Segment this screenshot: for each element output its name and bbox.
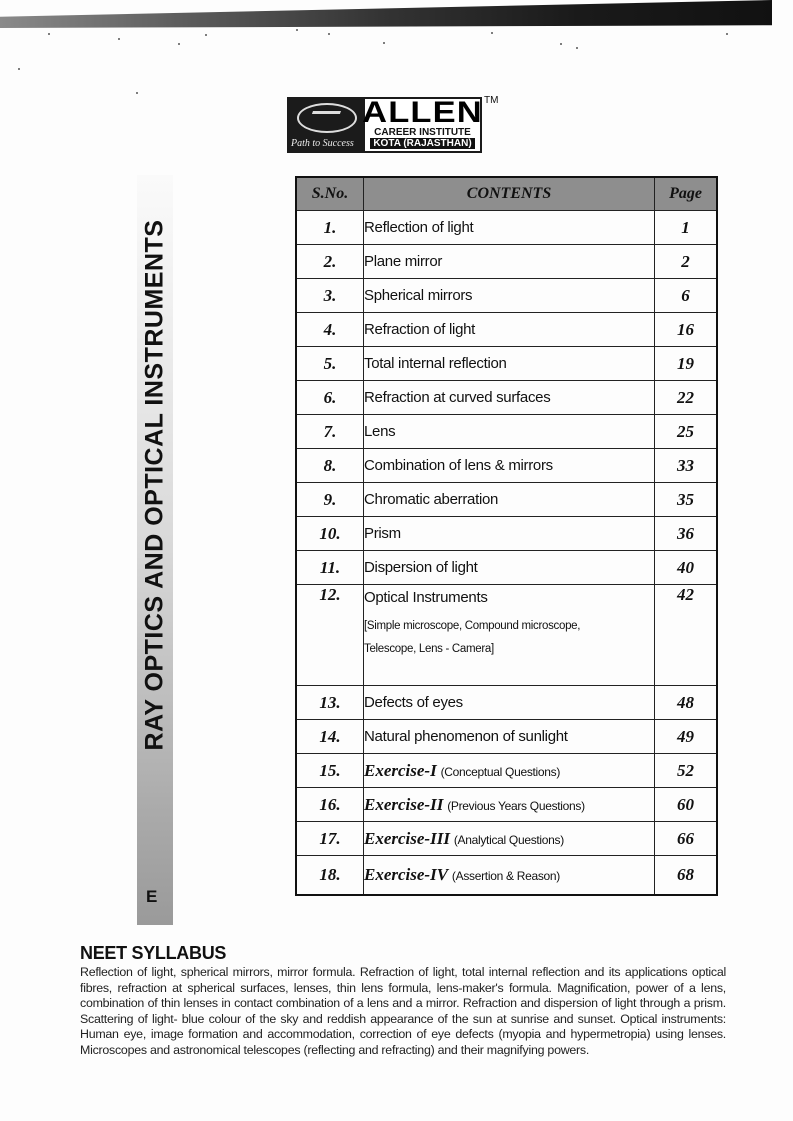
scan-speck bbox=[205, 34, 207, 36]
row-sno: 12. bbox=[296, 585, 364, 686]
row-title: Reflection of light bbox=[364, 211, 655, 245]
row-title: Total internal reflection bbox=[364, 347, 655, 381]
row-title: Spherical mirrors bbox=[364, 279, 655, 313]
row-title: Prism bbox=[364, 517, 655, 551]
table-row bbox=[296, 720, 717, 754]
exercise-note: (Analytical Questions) bbox=[453, 832, 564, 847]
row-sno: 11. bbox=[296, 551, 364, 585]
row-sno: 14. bbox=[296, 720, 364, 754]
row-sno: 5. bbox=[296, 347, 364, 381]
row-page: 36 bbox=[655, 517, 718, 551]
contents-table bbox=[295, 176, 718, 896]
exercise-note: (Previous Years Questions) bbox=[447, 798, 585, 813]
row-sno: 16. bbox=[296, 788, 364, 822]
logo-brand: ALLEN bbox=[362, 96, 483, 129]
row-page: 68 bbox=[655, 856, 718, 896]
row-sno: 13. bbox=[296, 686, 364, 720]
table-row bbox=[296, 381, 717, 415]
row-title: Optical Instruments bbox=[364, 589, 488, 606]
header-sno: S.No. bbox=[296, 177, 364, 211]
row-subtitle: [Simple microscope, Compound microscope, bbox=[364, 620, 581, 632]
row-sno: 4. bbox=[296, 313, 364, 347]
row-title: Refraction at curved surfaces bbox=[364, 381, 655, 415]
row-sno: 17. bbox=[296, 822, 364, 856]
edition-mark: E bbox=[146, 887, 158, 906]
row-subtitle: Telescope, Lens - Camera] bbox=[364, 643, 494, 655]
table-row bbox=[296, 517, 717, 551]
table-row bbox=[296, 585, 717, 686]
table-row bbox=[296, 822, 717, 856]
scan-speck bbox=[136, 92, 138, 94]
scan-speck bbox=[383, 42, 385, 44]
scan-speck bbox=[726, 33, 728, 35]
table-row bbox=[296, 483, 717, 517]
header-page: Page bbox=[655, 177, 718, 211]
syllabus-heading: NEET SYLLABUS bbox=[80, 943, 227, 963]
table-row bbox=[296, 211, 717, 245]
row-page: 1 bbox=[655, 211, 718, 245]
row-sno: 2. bbox=[296, 245, 364, 279]
row-sno: 9. bbox=[296, 483, 364, 517]
row-sno: 15. bbox=[296, 754, 364, 788]
scan-speck bbox=[560, 43, 562, 45]
exercise-note: (Assertion & Reason) bbox=[451, 869, 560, 883]
row-sno: 1. bbox=[296, 211, 364, 245]
row-title-exercise bbox=[364, 822, 655, 856]
row-page: 52 bbox=[655, 754, 718, 788]
row-page: 40 bbox=[655, 551, 718, 585]
scan-speck bbox=[491, 32, 493, 34]
row-sno: 10. bbox=[296, 517, 364, 551]
row-title-exercise bbox=[364, 754, 655, 788]
row-title: Combination of lens & mirrors bbox=[364, 449, 655, 483]
table-header-row bbox=[296, 177, 717, 211]
table-row bbox=[296, 245, 717, 279]
row-title: Defects of eyes bbox=[364, 686, 655, 720]
row-sno: 18. bbox=[296, 856, 364, 896]
allen-logo bbox=[287, 97, 482, 153]
table-row bbox=[296, 686, 717, 720]
table-row bbox=[296, 856, 717, 896]
exercise-label: Exercise-II bbox=[364, 794, 444, 814]
row-page: 35 bbox=[655, 483, 718, 517]
exercise-label: Exercise-I bbox=[364, 760, 437, 780]
table-row bbox=[296, 788, 717, 822]
row-sno: 8. bbox=[296, 449, 364, 483]
row-page: 19 bbox=[655, 347, 718, 381]
row-page: 48 bbox=[655, 686, 718, 720]
row-page: 60 bbox=[655, 788, 718, 822]
exercise-label: Exercise-IV bbox=[364, 865, 449, 884]
header-contents: CONTENTS bbox=[364, 177, 655, 211]
row-page: 6 bbox=[655, 279, 718, 313]
scan-speck bbox=[328, 33, 330, 35]
logo-subtitle: CAREER INSTITUTE bbox=[374, 127, 471, 138]
trademark-mark: TM bbox=[484, 95, 499, 106]
logo-wordmark bbox=[362, 96, 483, 151]
row-sno: 3. bbox=[296, 279, 364, 313]
scan-speck bbox=[48, 33, 50, 35]
logo-location: KOTA (RAJASTHAN) bbox=[370, 138, 474, 149]
neet-syllabus bbox=[80, 943, 726, 1059]
scan-speck bbox=[118, 38, 120, 40]
row-page: 66 bbox=[655, 822, 718, 856]
row-page: 22 bbox=[655, 381, 718, 415]
logo-emblem-panel bbox=[287, 97, 365, 153]
scan-speck bbox=[18, 68, 20, 70]
row-title: Dispersion of light bbox=[364, 551, 655, 585]
row-title: Refraction of light bbox=[364, 313, 655, 347]
row-sno: 6. bbox=[296, 381, 364, 415]
exercise-label: Exercise-III bbox=[364, 828, 450, 848]
row-title: Chromatic aberration bbox=[364, 483, 655, 517]
row-title-exercise bbox=[364, 788, 655, 822]
row-title-exercise bbox=[364, 856, 655, 896]
row-page: 2 bbox=[655, 245, 718, 279]
row-page: 16 bbox=[655, 313, 718, 347]
table-row bbox=[296, 279, 717, 313]
row-page: 25 bbox=[655, 415, 718, 449]
exercise-note: (Conceptual Questions) bbox=[440, 764, 561, 779]
table-row bbox=[296, 754, 717, 788]
table-row bbox=[296, 415, 717, 449]
syllabus-body: Reflection of light, spherical mirrors, mirror formula. Refraction of light, total internal reflection and its applications optical fibres, refraction at spherical surfaces, lenses, thin lens formula, lens-maker's formula. Magnification, power of a lens, combination of thin lenses in contact combination of a lens and a mirror. Refraction and dispersion of light through a prism. Scattering of light- blue colour of the sky and reddish appearance of the sun at sunrise and sunset. Optical instruments: Human eye, image formation and accommodation, correction of eye defects (myopia and hypermetropia) using lenses. Microscopes and astronomical telescopes (reflecting and refracting) and their magnifying powers. bbox=[80, 965, 726, 1057]
row-page: 33 bbox=[655, 449, 718, 483]
row-page: 42 bbox=[655, 585, 718, 686]
row-title-multiline bbox=[364, 585, 655, 686]
logo-tagline: Path to Success bbox=[291, 138, 354, 149]
row-title: Natural phenomenon of sunlight bbox=[364, 720, 655, 754]
table-row bbox=[296, 551, 717, 585]
row-title: Lens bbox=[364, 415, 655, 449]
row-page: 49 bbox=[655, 720, 718, 754]
scan-top-shadow bbox=[0, 0, 772, 28]
table-row bbox=[296, 449, 717, 483]
graduation-cap-icon bbox=[297, 103, 357, 133]
scan-speck bbox=[576, 47, 578, 49]
row-title: Plane mirror bbox=[364, 245, 655, 279]
row-sno: 7. bbox=[296, 415, 364, 449]
chapter-title-vertical: RAY OPTICS AND OPTICAL INSTRUMENTS bbox=[140, 219, 169, 751]
scan-speck bbox=[296, 29, 298, 31]
table-row bbox=[296, 313, 717, 347]
scan-speck bbox=[178, 43, 180, 45]
table-row bbox=[296, 347, 717, 381]
